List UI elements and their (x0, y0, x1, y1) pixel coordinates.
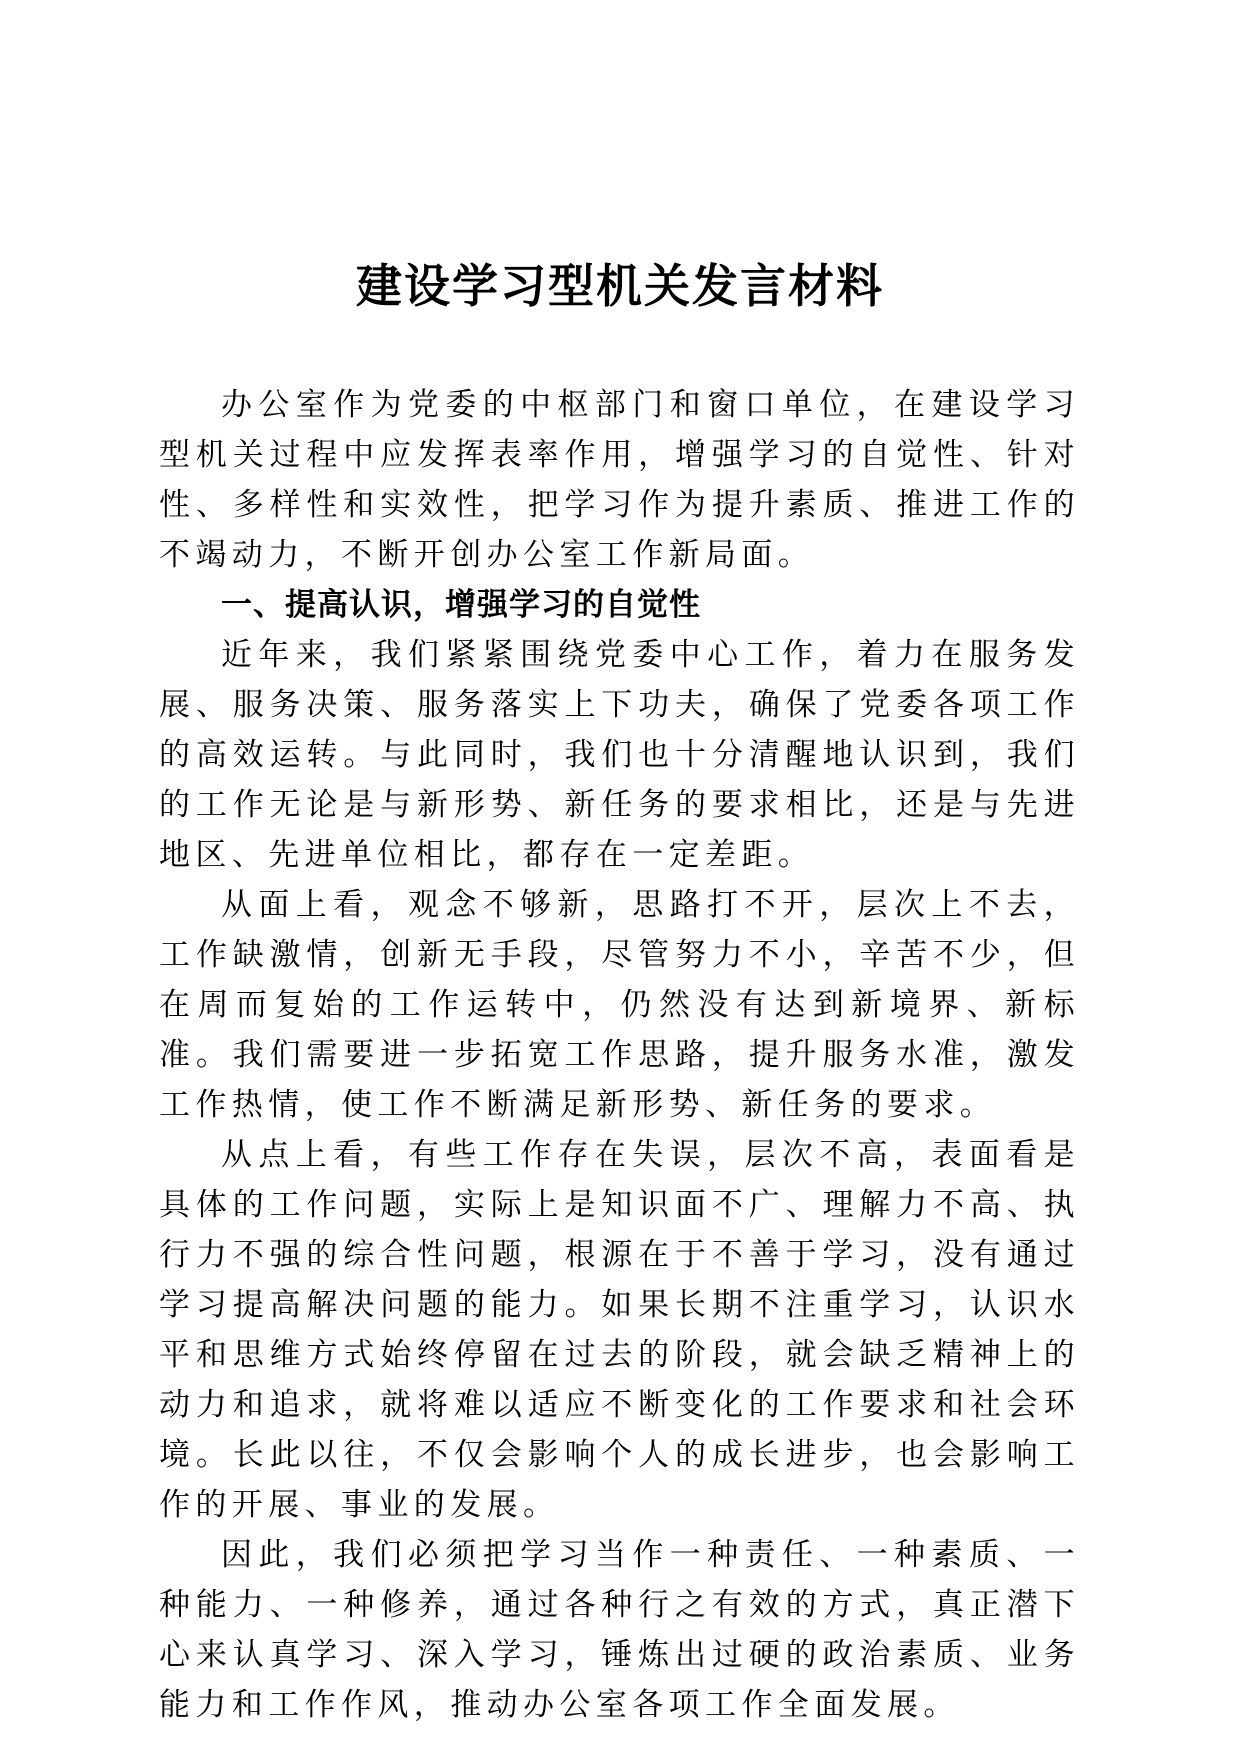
body-paragraph-2: 从面上看，观念不够新，思路打不开，层次上不去，工作缺激情，创新无手段，尽管努力不小，辛苦不少，但在周而复始的工作运转中，仍然没有达到新境界、新标准。我们需要进一步拓宽工作思路，提升服务水准，激发工作热情，使工作不断满足新形势、新任务的要求。 (159, 887, 1080, 1123)
section-heading-1: 一、提高认识，增强学习的自觉性 (221, 587, 701, 623)
body-paragraph-3: 从点上看，有些工作存在失误，层次不高，表面看是具体的工作问题，实际上是知识面不广、理解力不高、执行力不强的综合性问题，根源在于不善于学习，没有通过学习提高解决问题的能力。如果长期不注重学习，认识水平和思维方式始终停留在过去的阶段，就会缺乏精神上的动力和追求，就将难以适应不断变化的工作要求和社会环境。长此以往，不仅会影响个人的成长进步，也会影响工作的开展、事业的发展。 (159, 1137, 1080, 1523)
body-paragraph-4: 因此，我们必须把学习当作一种责任、一种素质、一种能力、一种修养，通过各种行之有效的方式，真正潜下心来认真学习、深入学习，锤炼出过硬的政治素质、业务能力和工作作风，推动办公室各项工作全面发展。 (159, 1537, 1080, 1723)
intro-paragraph: 办公室作为党委的中枢部门和窗口单位，在建设学习型机关过程中应发挥表率作用，增强学习的自觉性、针对性、多样性和实效性，把学习作为提升素质、推进工作的不竭动力，不断开创办公室工作新局面。 (159, 387, 1080, 573)
document-body (159, 380, 1080, 1730)
body-paragraph-1: 近年来，我们紧紧围绕党委中心工作，着力在服务发展、服务决策、服务落实上下功夫，确保了党委各项工作的高效运转。与此同时，我们也十分清醒地认识到，我们的工作无论是与新形势、新任务的要求相比，还是与先进地区、先进单位相比，都存在一定差距。 (159, 637, 1080, 873)
document-title: 建设学习型机关发言材料 (356, 259, 884, 313)
